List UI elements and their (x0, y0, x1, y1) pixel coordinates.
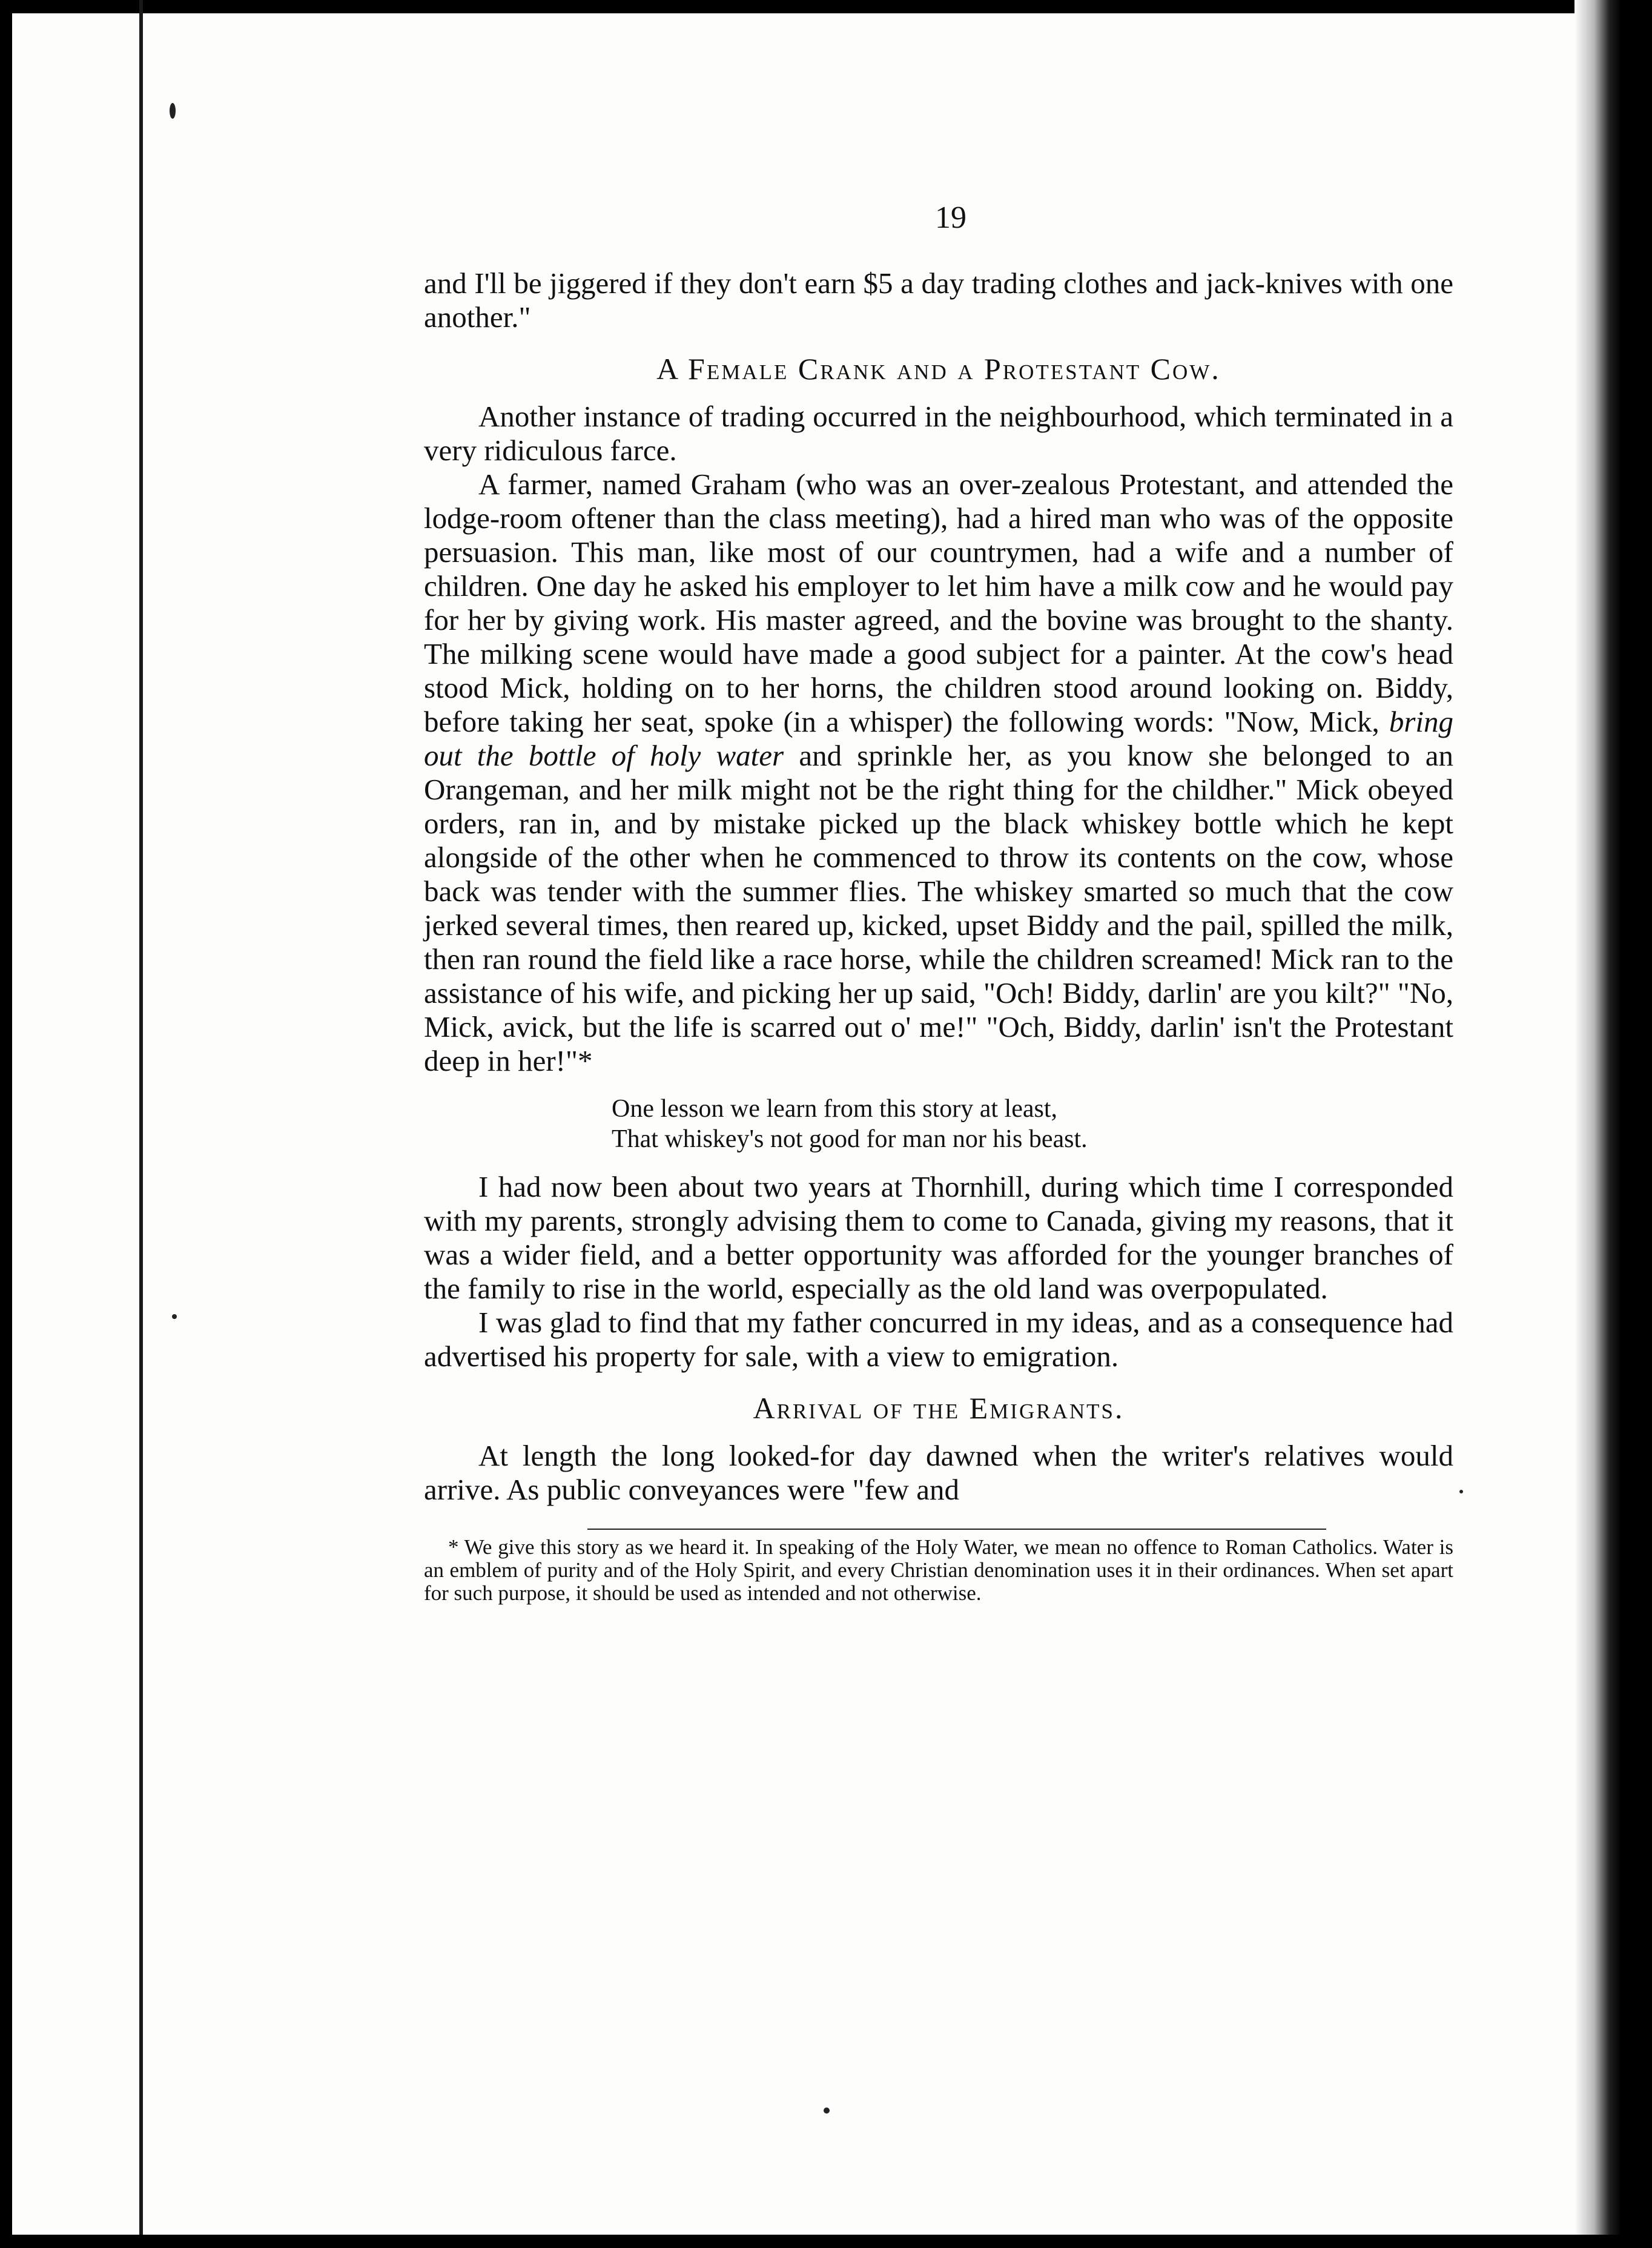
footnote-rule (587, 1529, 1326, 1530)
scan-border-left (0, 0, 12, 2248)
verse-line: One lesson we learn from this story at least, (612, 1095, 1057, 1123)
paragraph: I was glad to find that my father concurred in my ideas, and as a consequence had advertised his property for sale, with a view to emigration. (424, 1306, 1453, 1373)
paragraph-text: and sprinkle her, as you know she belonged to an Orangeman, and her milk might not be the right thing for the childher." Mick obeyed orders, ran in, and by mistake picked up the black whiskey bottle which he kept alongside of the other when he commenced to throw its contents on the cow, whose back was tender with the summer flies. The whiskey smarted so much that the cow jerked several times, then reared up, kicked, upset Biddy and the pail, spilled the milk, then ran round the field like a race horse, while the children screamed! Mick ran to the assistance of his wife, and picking her up said, "Och! Biddy, darlin' are you kilt?" "No, Mick, avick, but the life is scarred out o' me!" "Och, Biddy, darlin' isn't the Protestant deep in her!"* (424, 739, 1454, 1077)
page-edge-shadow (1574, 0, 1652, 2248)
scan-speck (1459, 1490, 1463, 1493)
paragraph: Another instance of trading occurred in the neighbourhood, which terminated in a very ridiculous farce. (424, 400, 1453, 467)
verse-line: That whiskey's not good for man nor his beast. (612, 1125, 1088, 1153)
scan-speck (824, 2108, 830, 2114)
section-heading: Arrival of the Emigrants. (753, 1391, 1125, 1425)
paragraph (424, 468, 1453, 1078)
paragraph-text: A farmer, named Graham (who was an over-zealous Protestant, and attended the lodge-room oftener than the class meeting), had a hired man who was of the opposite persuasion. This man, like most of our countrymen, had a wife and a number of children. One day he asked his employer to let him have a milk cow and he would pay for her by giving work. His master agreed, and the bovine was brought to the shanty. The milking scene would have made a good subject for a painter. At the cow's head stood Mick, holding on to her horns, the children stood around looking on. Biddy, before taking her seat, spoke (in a whisper) the following words: "Now, Mick, (424, 468, 1453, 738)
page-text (424, 266, 1453, 1605)
scan-border-bottom (0, 2235, 1652, 2248)
continued-paragraph: and I'll be jiggered if they don't earn $5 a day trading clothes and jack-knives with one another." (424, 266, 1453, 334)
verse (612, 1094, 1453, 1154)
paragraph: I had now been about two years at Thornhill, during which time I corresponded with my parents, strongly advising them to come to Canada, giving my reasons, that it was a wider field, and a better opportunity was afforded for the younger branches of the family to rise in the world, especially as the old land was overpopulated. (424, 1170, 1453, 1305)
binding-edge (139, 0, 143, 2248)
page-number: 19 (935, 200, 966, 235)
footnote: * We give this story as we heard it. In speaking of the Holy Water, we mean no offence to Roman Catholics. Water is an emblem of purity and of the Holy Spirit, and every Christian denomination uses it in their ordinances. When set apart for such purpose, it should be used as intended and not otherwise. (424, 1535, 1453, 1605)
section-heading: A Female Crank and a Protestant Cow. (656, 352, 1221, 386)
paragraph: At length the long looked-for day dawned when the writer's relatives would arrive. As public conveyances were "few and (424, 1439, 1453, 1506)
scan-speck (170, 103, 176, 119)
scan-border-top (0, 0, 1652, 13)
italic-phrase: bring out the bottle of holy water (424, 705, 1454, 772)
scan-speck (172, 1314, 177, 1319)
